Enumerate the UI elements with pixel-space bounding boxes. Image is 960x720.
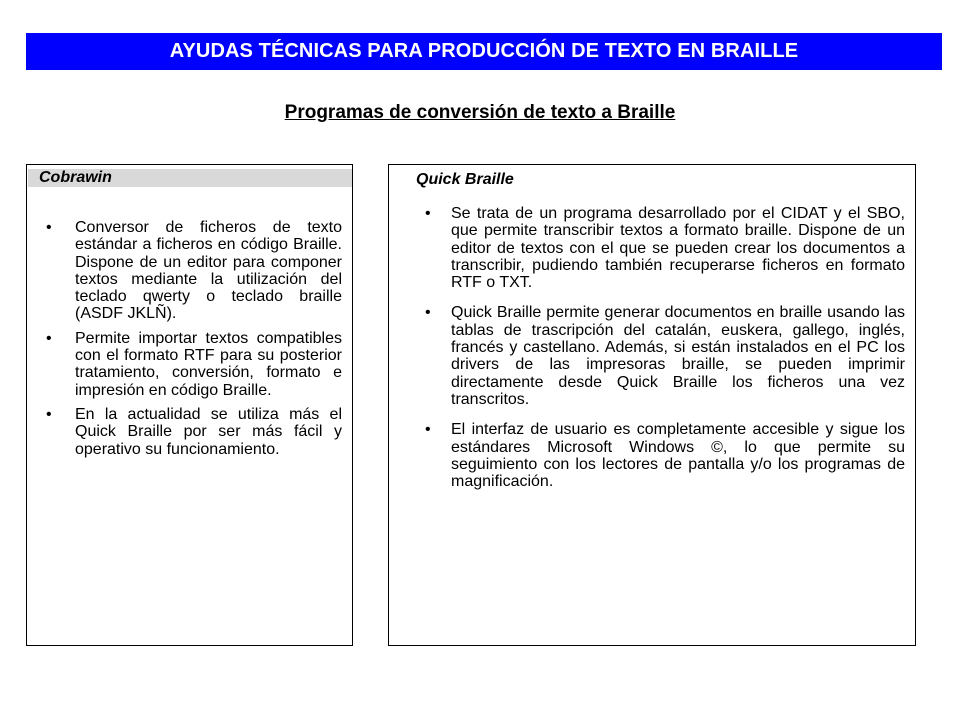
list-item-text: Permite importar textos compatibles con el formato RTF para su posterior tratamiento, conversión, formato e impresión en código Braille. [75, 329, 342, 399]
quick-braille-heading: Quick Braille [416, 171, 514, 188]
cobrawin-panel [26, 164, 353, 646]
cobrawin-bullet-list [39, 219, 342, 458]
list-item-text: En la actualidad se utiliza más el Quick Braille por ser más fácil y operativo su funcionamiento. [75, 405, 342, 458]
list-item [39, 406, 342, 458]
bullet-icon: • [425, 304, 431, 322]
cobrawin-heading: Cobrawin [28, 169, 352, 187]
list-item [416, 421, 905, 490]
list-item-text: Quick Braille permite generar documentos en braille usando las tablas de trascripción del catalán, euskera, gallego, inglés, francés y castellano. Además, si están instalados en el PC los drivers de las impresoras braille, se pueden imprimir directamente desde Quick Braille los ficheros una vez transcritos. [451, 304, 905, 408]
bullet-icon: • [425, 421, 431, 439]
list-item [416, 205, 905, 291]
bullet-icon: • [46, 329, 52, 347]
bullet-icon: • [46, 219, 52, 236]
list-item [416, 304, 905, 408]
title-banner [26, 33, 942, 70]
quick-braille-bullet-list [416, 205, 905, 490]
list-item-text: Se trata de un programa desarrollado por el CIDAT y el SBO, que permite transcribir textos a formato braille. Dispone de un editor de textos con el que se pueden crear los documentos a transcribir, pudiendo también recuperarse ficheros en formato RTF o TXT. [451, 205, 905, 292]
quick-braille-panel [388, 164, 916, 646]
list-item [39, 330, 342, 399]
list-item [39, 219, 342, 323]
list-item-text: Conversor de ficheros de texto estándar a ficheros en código Braille. Dispone de un editor para componer textos mediante la utilización del teclado qwerty o teclado braille (ASDF JKLÑ). [75, 219, 342, 323]
page-title: AYUDAS TÉCNICAS PARA PRODUCCIÓN DE TEXTO EN BRAILLE [169, 40, 799, 62]
section-subtitle: Programas de conversión de texto a Braille [284, 102, 676, 123]
bullet-icon: • [425, 205, 431, 222]
bullet-icon: • [46, 405, 52, 423]
list-item-text: El interfaz de usuario es completamente accesible y sigue los estándares Microsoft Windows ©, lo que permite su seguimiento con los lectores de pantalla y/o los programas de magnificación. [451, 421, 905, 491]
